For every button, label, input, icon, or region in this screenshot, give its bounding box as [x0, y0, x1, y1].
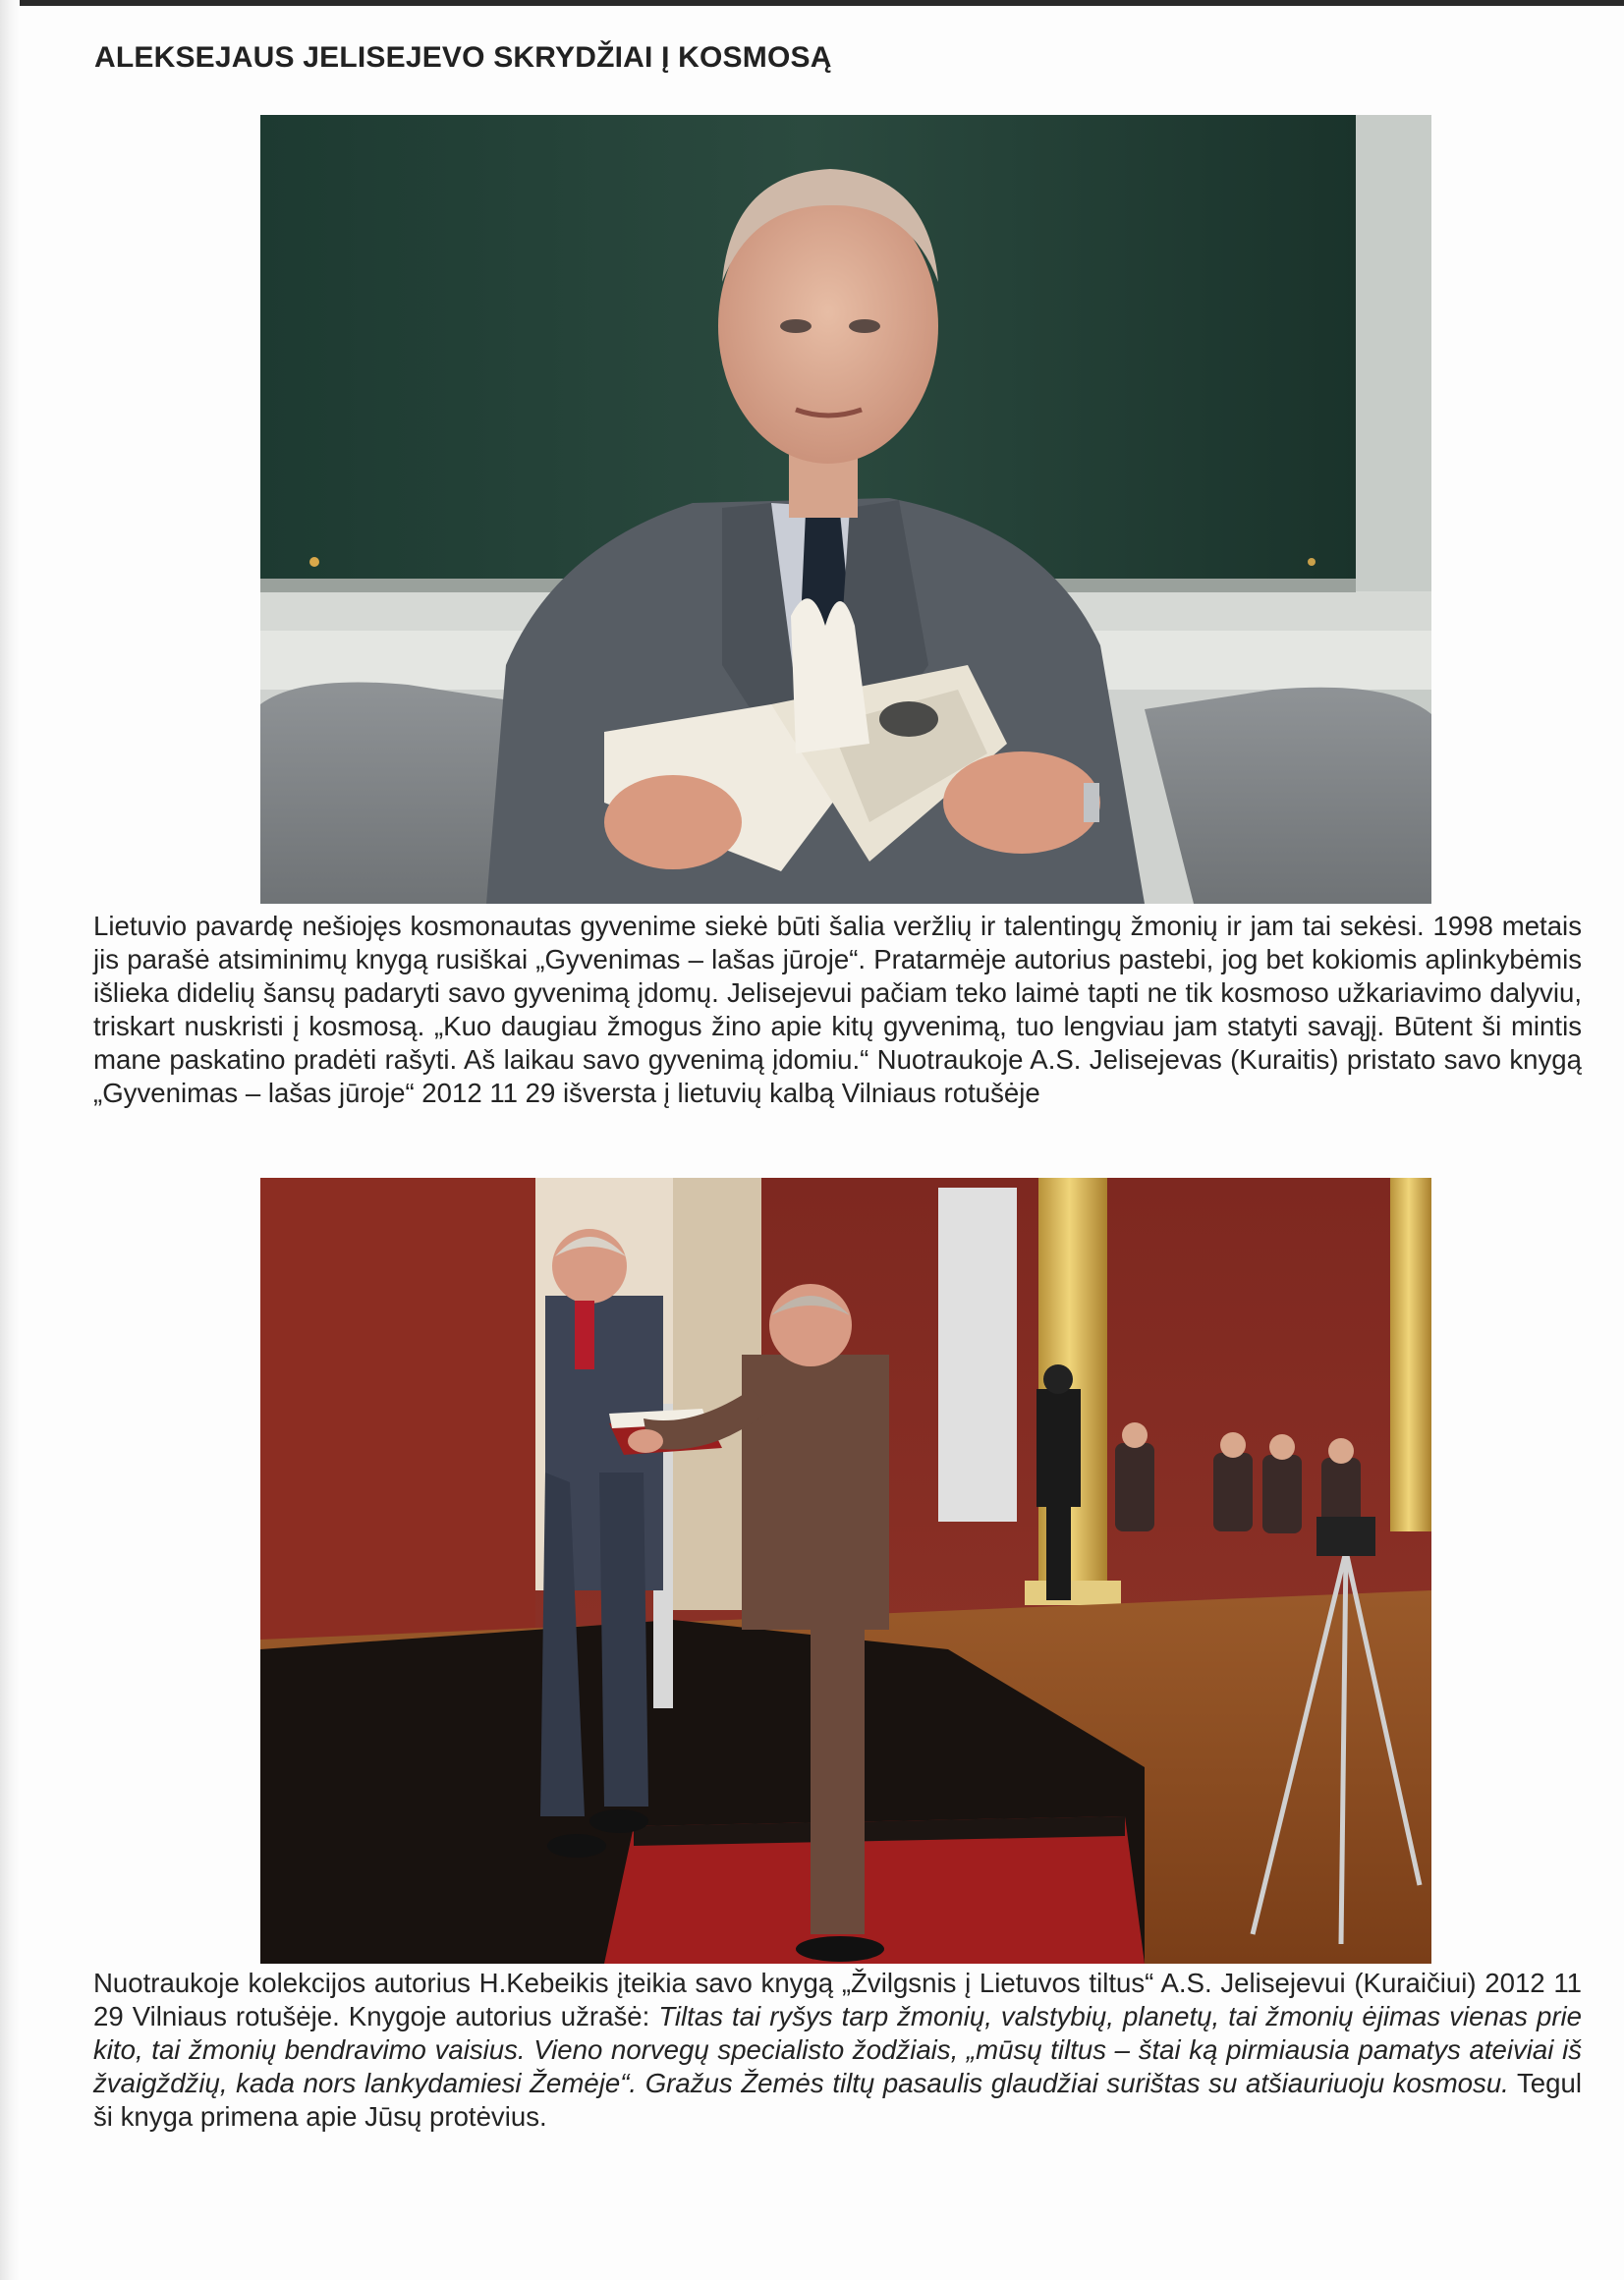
photo-book-presentation-town-hall [260, 1178, 1431, 1964]
paragraph-2-outro: Tegul ši knyga primena apie Jūsų protėvius. [93, 2068, 1582, 2132]
paragraph-2-quote: Tiltas tai ryšys tarp žmonių, valstybių, planetų, tai žmonių ėjimas vienas prie kito, tai žmonių bendravimo vaisius. Vieno norvegų specialisto žodžiais, „mūsų tiltus – štai ką pirmiausia pamatys ateiviai iš žvaigždžių, kada nors lankydamiesi Žemėje“. Gražus Žemės tiltų pasaulis glaudžiai surištas su atšiauriuoju kosmosu. [93, 2001, 1582, 2098]
page-title: ALEKSEJAUS JELISEJEVO SKRYDŽIAI Į KOSMOSĄ [94, 41, 832, 74]
paragraph-cosmonaut-memoir: Lietuvio pavardę nešiojęs kosmonautas gyvenime siekė būti šalia veržlių ir talentingų žmonių ir jam tai sekėsi. 1998 metais jis parašė atsiminimų knygą rusiškai „Gyvenimas – lašas jūroje“. Pratarmėje autorius pastebi, jog bet kokiomis aplinkybėmis išlieka didelių šansų padaryti savo gyvenimą įdomų. Jelisejevui pačiam teko laimė tapti ne tik kosmoso užkariavimo dalyviu, triskart nuskristi į kosmosą. „Kuo daugiau žmogus žino apie kitų gyvenimą, tuo lengviau jam statyti savąjį. Būtent ši mintis mane paskatino pradėti rašyti. Aš laikau savo gyvenimą įdomiu.“ Nuotraukoje A.S. Jelisejevas (Kuraitis) pristato savo knygą „Gyvenimas – lašas jūroje“ 2012 11 29 išversta į lietuvių kalbą Vilniaus rotušėje [93, 911, 1582, 1108]
paragraph-2-intro: Nuotraukoje kolekcijos autorius H.Kebeikis įteikia savo knygą „Žvilgsnis į Lietuvos tiltus“ A.S. Jelisejevui (Kuraičiui) 2012 11 29 Vilniaus rotušėje. Knygoje autorius užrašė: [93, 1968, 1582, 2031]
paragraph-book-presentation [93, 1967, 1582, 2134]
scan-edge-top [0, 0, 1624, 6]
scan-edge-left [0, 0, 20, 2280]
photo-jelisejev-reading-book [260, 115, 1431, 904]
